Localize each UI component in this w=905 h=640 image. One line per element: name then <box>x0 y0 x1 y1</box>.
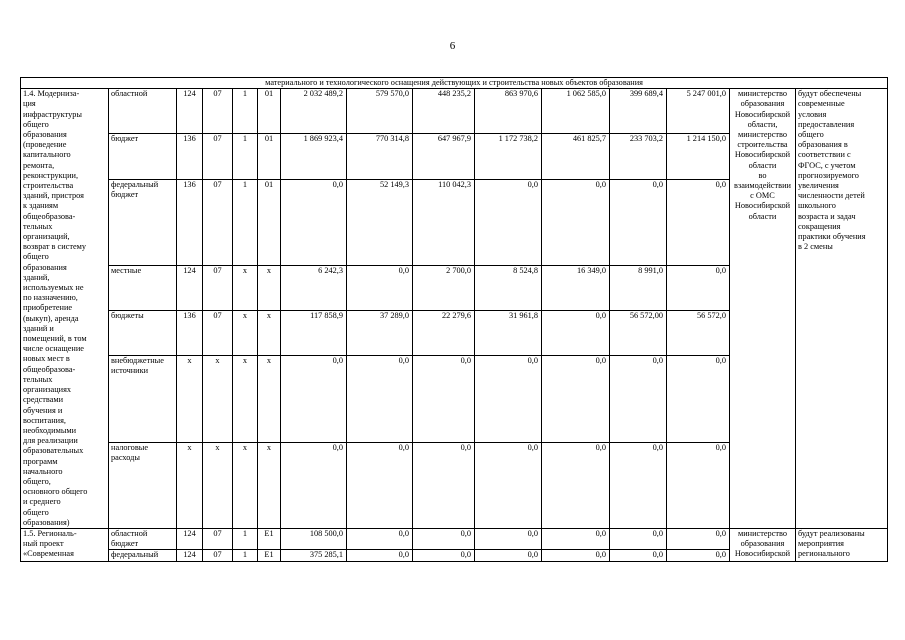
amount-cell: 0,0 <box>610 179 667 265</box>
amount-cell: 5 247 001,0 <box>667 89 730 134</box>
table-row <box>21 528 888 549</box>
caption-row <box>21 78 888 89</box>
amount-cell: 1 869 923,4 <box>281 134 347 179</box>
amount-cell: 0,0 <box>281 179 347 265</box>
program-code: x <box>233 356 258 442</box>
funding-source: бюджет <box>109 134 177 179</box>
grbs-code: 124 <box>177 550 203 561</box>
amount-cell: 0,0 <box>542 356 610 442</box>
program-code: 1 <box>233 134 258 179</box>
funding-source: бюджеты <box>109 311 177 356</box>
amount-cell: 2 700,0 <box>413 265 475 310</box>
program-table <box>20 77 888 562</box>
program-code: x <box>233 442 258 528</box>
amount-cell: 31 961,8 <box>475 311 542 356</box>
amount-cell: 110 042,3 <box>413 179 475 265</box>
funding-source: областной <box>109 89 177 134</box>
amount-cell: 0,0 <box>542 528 610 549</box>
amount-cell: 0,0 <box>347 442 413 528</box>
amount-cell: 56 572,00 <box>610 311 667 356</box>
section-code: 07 <box>203 550 233 561</box>
target-code: 01 <box>258 89 281 134</box>
amount-cell: 1 172 738,2 <box>475 134 542 179</box>
section-code: 07 <box>203 134 233 179</box>
amount-cell: 1 214 150,0 <box>667 134 730 179</box>
target-code: x <box>258 265 281 310</box>
funding-source: федеральный бюджет <box>109 179 177 265</box>
amount-cell: 0,0 <box>475 442 542 528</box>
section-code: x <box>203 356 233 442</box>
amount-cell: 0,0 <box>475 550 542 561</box>
amount-cell: 0,0 <box>413 528 475 549</box>
amount-cell: 0,0 <box>475 528 542 549</box>
amount-cell: 770 314,8 <box>347 134 413 179</box>
amount-cell: 0,0 <box>475 356 542 442</box>
amount-cell: 0,0 <box>542 442 610 528</box>
target-code: E1 <box>258 550 281 561</box>
amount-cell: 0,0 <box>667 528 730 549</box>
page-number: 6 <box>449 40 456 52</box>
funding-source: местные <box>109 265 177 310</box>
amount-cell: 0,0 <box>347 356 413 442</box>
grbs-code: 136 <box>177 179 203 265</box>
amount-cell: 0,0 <box>347 550 413 561</box>
section-code: 07 <box>203 265 233 310</box>
amount-cell: 0,0 <box>542 550 610 561</box>
funding-source: областной бюджет <box>109 528 177 549</box>
amount-cell: 0,0 <box>610 356 667 442</box>
funding-source: внебюджетные источники <box>109 356 177 442</box>
table-caption: материального и технологического оснащения действующих и строительства новых объектов образования <box>21 78 888 89</box>
amount-cell: 8 524,8 <box>475 265 542 310</box>
amount-cell: 0,0 <box>667 442 730 528</box>
amount-cell: 0,0 <box>667 265 730 310</box>
amount-cell: 0,0 <box>610 550 667 561</box>
target-code: x <box>258 356 281 442</box>
target-code: E1 <box>258 528 281 549</box>
section-code: 07 <box>203 89 233 134</box>
amount-cell: 0,0 <box>542 179 610 265</box>
table-row <box>21 89 888 134</box>
target-code: x <box>258 311 281 356</box>
funding-source: федеральный <box>109 550 177 561</box>
amount-cell: 375 285,1 <box>281 550 347 561</box>
amount-cell: 448 235,2 <box>413 89 475 134</box>
amount-cell: 0,0 <box>281 356 347 442</box>
target-code: x <box>258 442 281 528</box>
event-name-1-5: 1.5. Региональ- ный проект «Современная <box>21 528 109 561</box>
amount-cell: 56 572,0 <box>667 311 730 356</box>
amount-cell: 8 991,0 <box>610 265 667 310</box>
amount-cell: 0,0 <box>413 442 475 528</box>
amount-cell: 0,0 <box>413 550 475 561</box>
section-code: 07 <box>203 311 233 356</box>
grbs-code: 136 <box>177 311 203 356</box>
executor-cell: министерство образования Новосибирской области, министерство строительства Новосибирской области во взаимодействии с ОМС Новосибирской области <box>730 89 796 529</box>
amount-cell: 117 858,9 <box>281 311 347 356</box>
event-name-1-4: 1.4. Модерниза- ция инфраструктуры общего образования (проведение капитального ремонта, реконструкции, строительства зданий, пристроя к зданиям общеобразова- тельных организаций, возврат в систему общего образования зданий, используемых не по назначению, приобретение (выкуп), аренда зданий и помещений, в том числе оснащение новых мест в общеобразова- тельных организациях средствами обучения и воспитания, необходимыми для реализации образовательных программ начального общего, основного общего и среднего общего образования) <box>21 89 109 529</box>
amount-cell: 461 825,7 <box>542 134 610 179</box>
program-code: 1 <box>233 179 258 265</box>
amount-cell: 0,0 <box>667 356 730 442</box>
amount-cell: 0,0 <box>667 179 730 265</box>
amount-cell: 233 703,2 <box>610 134 667 179</box>
section-code: x <box>203 442 233 528</box>
amount-cell: 863 970,6 <box>475 89 542 134</box>
amount-cell: 647 967,9 <box>413 134 475 179</box>
result-cell: будут обеспечены современные условия предоставления общего образования в соответствии с ФГОС, с учетом прогнозируемого увеличения численности детей школьного возраста и задач сокращения практики обучения в 2 смены <box>796 89 888 529</box>
amount-cell: 0,0 <box>347 528 413 549</box>
amount-cell: 52 149,3 <box>347 179 413 265</box>
amount-cell: 6 242,3 <box>281 265 347 310</box>
amount-cell: 37 289,0 <box>347 311 413 356</box>
section-code: 07 <box>203 528 233 549</box>
grbs-code: 124 <box>177 528 203 549</box>
amount-cell: 22 279,6 <box>413 311 475 356</box>
amount-cell: 2 032 489,2 <box>281 89 347 134</box>
target-code: 01 <box>258 134 281 179</box>
amount-cell: 1 062 585,0 <box>542 89 610 134</box>
program-code: 1 <box>233 89 258 134</box>
grbs-code: 124 <box>177 265 203 310</box>
grbs-code: x <box>177 442 203 528</box>
grbs-code: 124 <box>177 89 203 134</box>
amount-cell: 0,0 <box>413 356 475 442</box>
amount-cell: 399 689,4 <box>610 89 667 134</box>
amount-cell: 579 570,0 <box>347 89 413 134</box>
amount-cell: 108 500,0 <box>281 528 347 549</box>
amount-cell: 0,0 <box>610 528 667 549</box>
result-cell: будут реализованы мероприятия регионального <box>796 528 888 561</box>
funding-source: налоговые расходы <box>109 442 177 528</box>
amount-cell: 0,0 <box>542 311 610 356</box>
amount-cell: 0,0 <box>667 550 730 561</box>
program-code: x <box>233 265 258 310</box>
program-code: x <box>233 311 258 356</box>
section-code: 07 <box>203 179 233 265</box>
executor-cell: министерство образования Новосибирской <box>730 528 796 561</box>
amount-cell: 0,0 <box>610 442 667 528</box>
amount-cell: 0,0 <box>347 265 413 310</box>
grbs-code: x <box>177 356 203 442</box>
program-code: 1 <box>233 528 258 549</box>
target-code: 01 <box>258 179 281 265</box>
program-code: 1 <box>233 550 258 561</box>
grbs-code: 136 <box>177 134 203 179</box>
amount-cell: 0,0 <box>475 179 542 265</box>
amount-cell: 16 349,0 <box>542 265 610 310</box>
amount-cell: 0,0 <box>281 442 347 528</box>
